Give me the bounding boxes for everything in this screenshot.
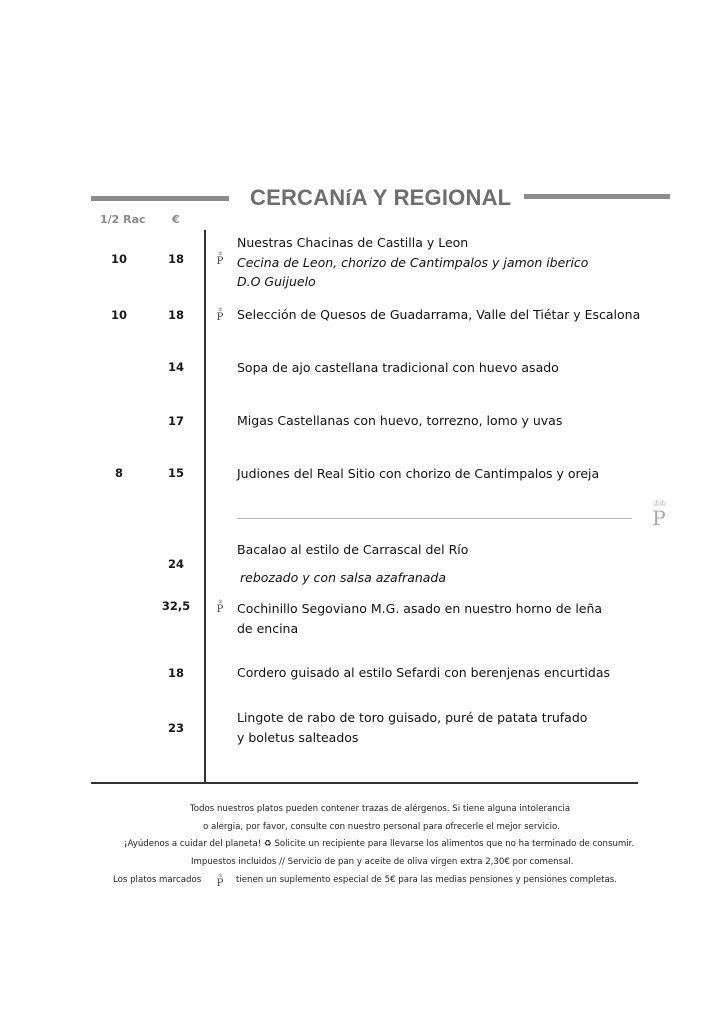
- dish-name: Selección de Quesos de Guadarrama, Valle del Tiétar y Escalona: [237, 307, 641, 322]
- supplement-notice-text: tienen un suplemento especial de 5€ para las medias pensiones y pensiones completas.: [236, 875, 617, 885]
- full-price: 32,5: [161, 599, 191, 613]
- half-portion-price: 10: [110, 252, 127, 266]
- taxes-notice: Impuestos incluidos // Servicio de pan y aceite de oliva virgen extra 2,30€ por comensal.: [191, 857, 574, 867]
- dish-name: Judiones del Real Sitio con chorizo de Cantimpalos y oreja: [237, 466, 600, 481]
- full-price: 24: [167, 557, 184, 571]
- dish-name: Nuestras Chacinas de Castilla y Leon: [237, 235, 469, 250]
- title-bar-right: [524, 194, 670, 199]
- full-price: 18: [167, 308, 184, 322]
- bottom-rule: [91, 782, 638, 784]
- allergen-notice: Todos nuestros platos pueden contener trazas de alérgenos. Si tiene alguna intolerancia: [190, 804, 571, 814]
- full-price: 23: [167, 721, 184, 735]
- half-portion-price: 8: [114, 466, 123, 480]
- dish-description: Cecina de Leon, chorizo de Cantimpalos y jamon iberico: [237, 255, 589, 270]
- sustainability-notice: [124, 839, 634, 849]
- full-price: 18: [167, 666, 184, 680]
- recycle-icon: ♻: [264, 839, 272, 849]
- column-header-half-portion: 1/2 Rac: [100, 213, 146, 226]
- supplement-mark-icon: ♔ P: [216, 599, 224, 615]
- dish-name: Bacalao al estilo de Carrascal del Río: [237, 542, 469, 557]
- dish-name: Lingote de rabo de toro guisado, puré de patata trufado: [237, 710, 588, 725]
- dish-name: Migas Castellanas con huevo, torrezno, lomo y uvas: [237, 413, 563, 428]
- column-divider: [204, 230, 206, 783]
- dish-name: Cordero guisado al estilo Sefardi con berenjenas encurtidas: [237, 665, 611, 680]
- supplement-mark-icon: ♔ P: [216, 307, 224, 323]
- dish-name: Sopa de ajo castellana tradicional con huevo asado: [237, 360, 559, 375]
- half-portion-price: 10: [110, 308, 127, 322]
- dish-name: Cochinillo Segoviano M.G. asado en nuestro horno de leña: [237, 601, 603, 616]
- dish-description: D.O Guijuelo: [237, 274, 316, 289]
- supplement-mark-icon: ♔ P: [216, 873, 224, 889]
- full-price: 14: [167, 360, 184, 374]
- dish-name-continued: de encina: [237, 621, 299, 636]
- title-bar-left: [91, 196, 229, 201]
- sustainability-text-continued: Solicite un recipiente para llevarse los alimentos que no ha terminado de consumir.: [274, 839, 635, 849]
- dish-description: rebozado y con salsa azafranada: [240, 570, 447, 585]
- supplement-mark-icon: ♔ P: [216, 251, 224, 267]
- dish-name-continued: y boletus salteados: [237, 730, 359, 745]
- allergen-notice-continued: o alergia, por favor, consulte con nuestro personal para ofrecerle el mejor servicio.: [203, 822, 560, 832]
- sustainability-text: ¡Ayúdenos a cuidar del planeta!: [124, 839, 262, 849]
- section-separator: [237, 518, 632, 519]
- palace-logo-icon: ♔♔ P: [652, 499, 666, 530]
- full-price: 18: [167, 252, 184, 266]
- section-title: CERCANíA Y REGIONAL: [250, 185, 512, 210]
- supplement-notice-label: Los platos marcados: [113, 875, 202, 885]
- column-header-price: €: [172, 213, 180, 226]
- full-price: 17: [167, 414, 184, 428]
- full-price: 15: [167, 466, 184, 480]
